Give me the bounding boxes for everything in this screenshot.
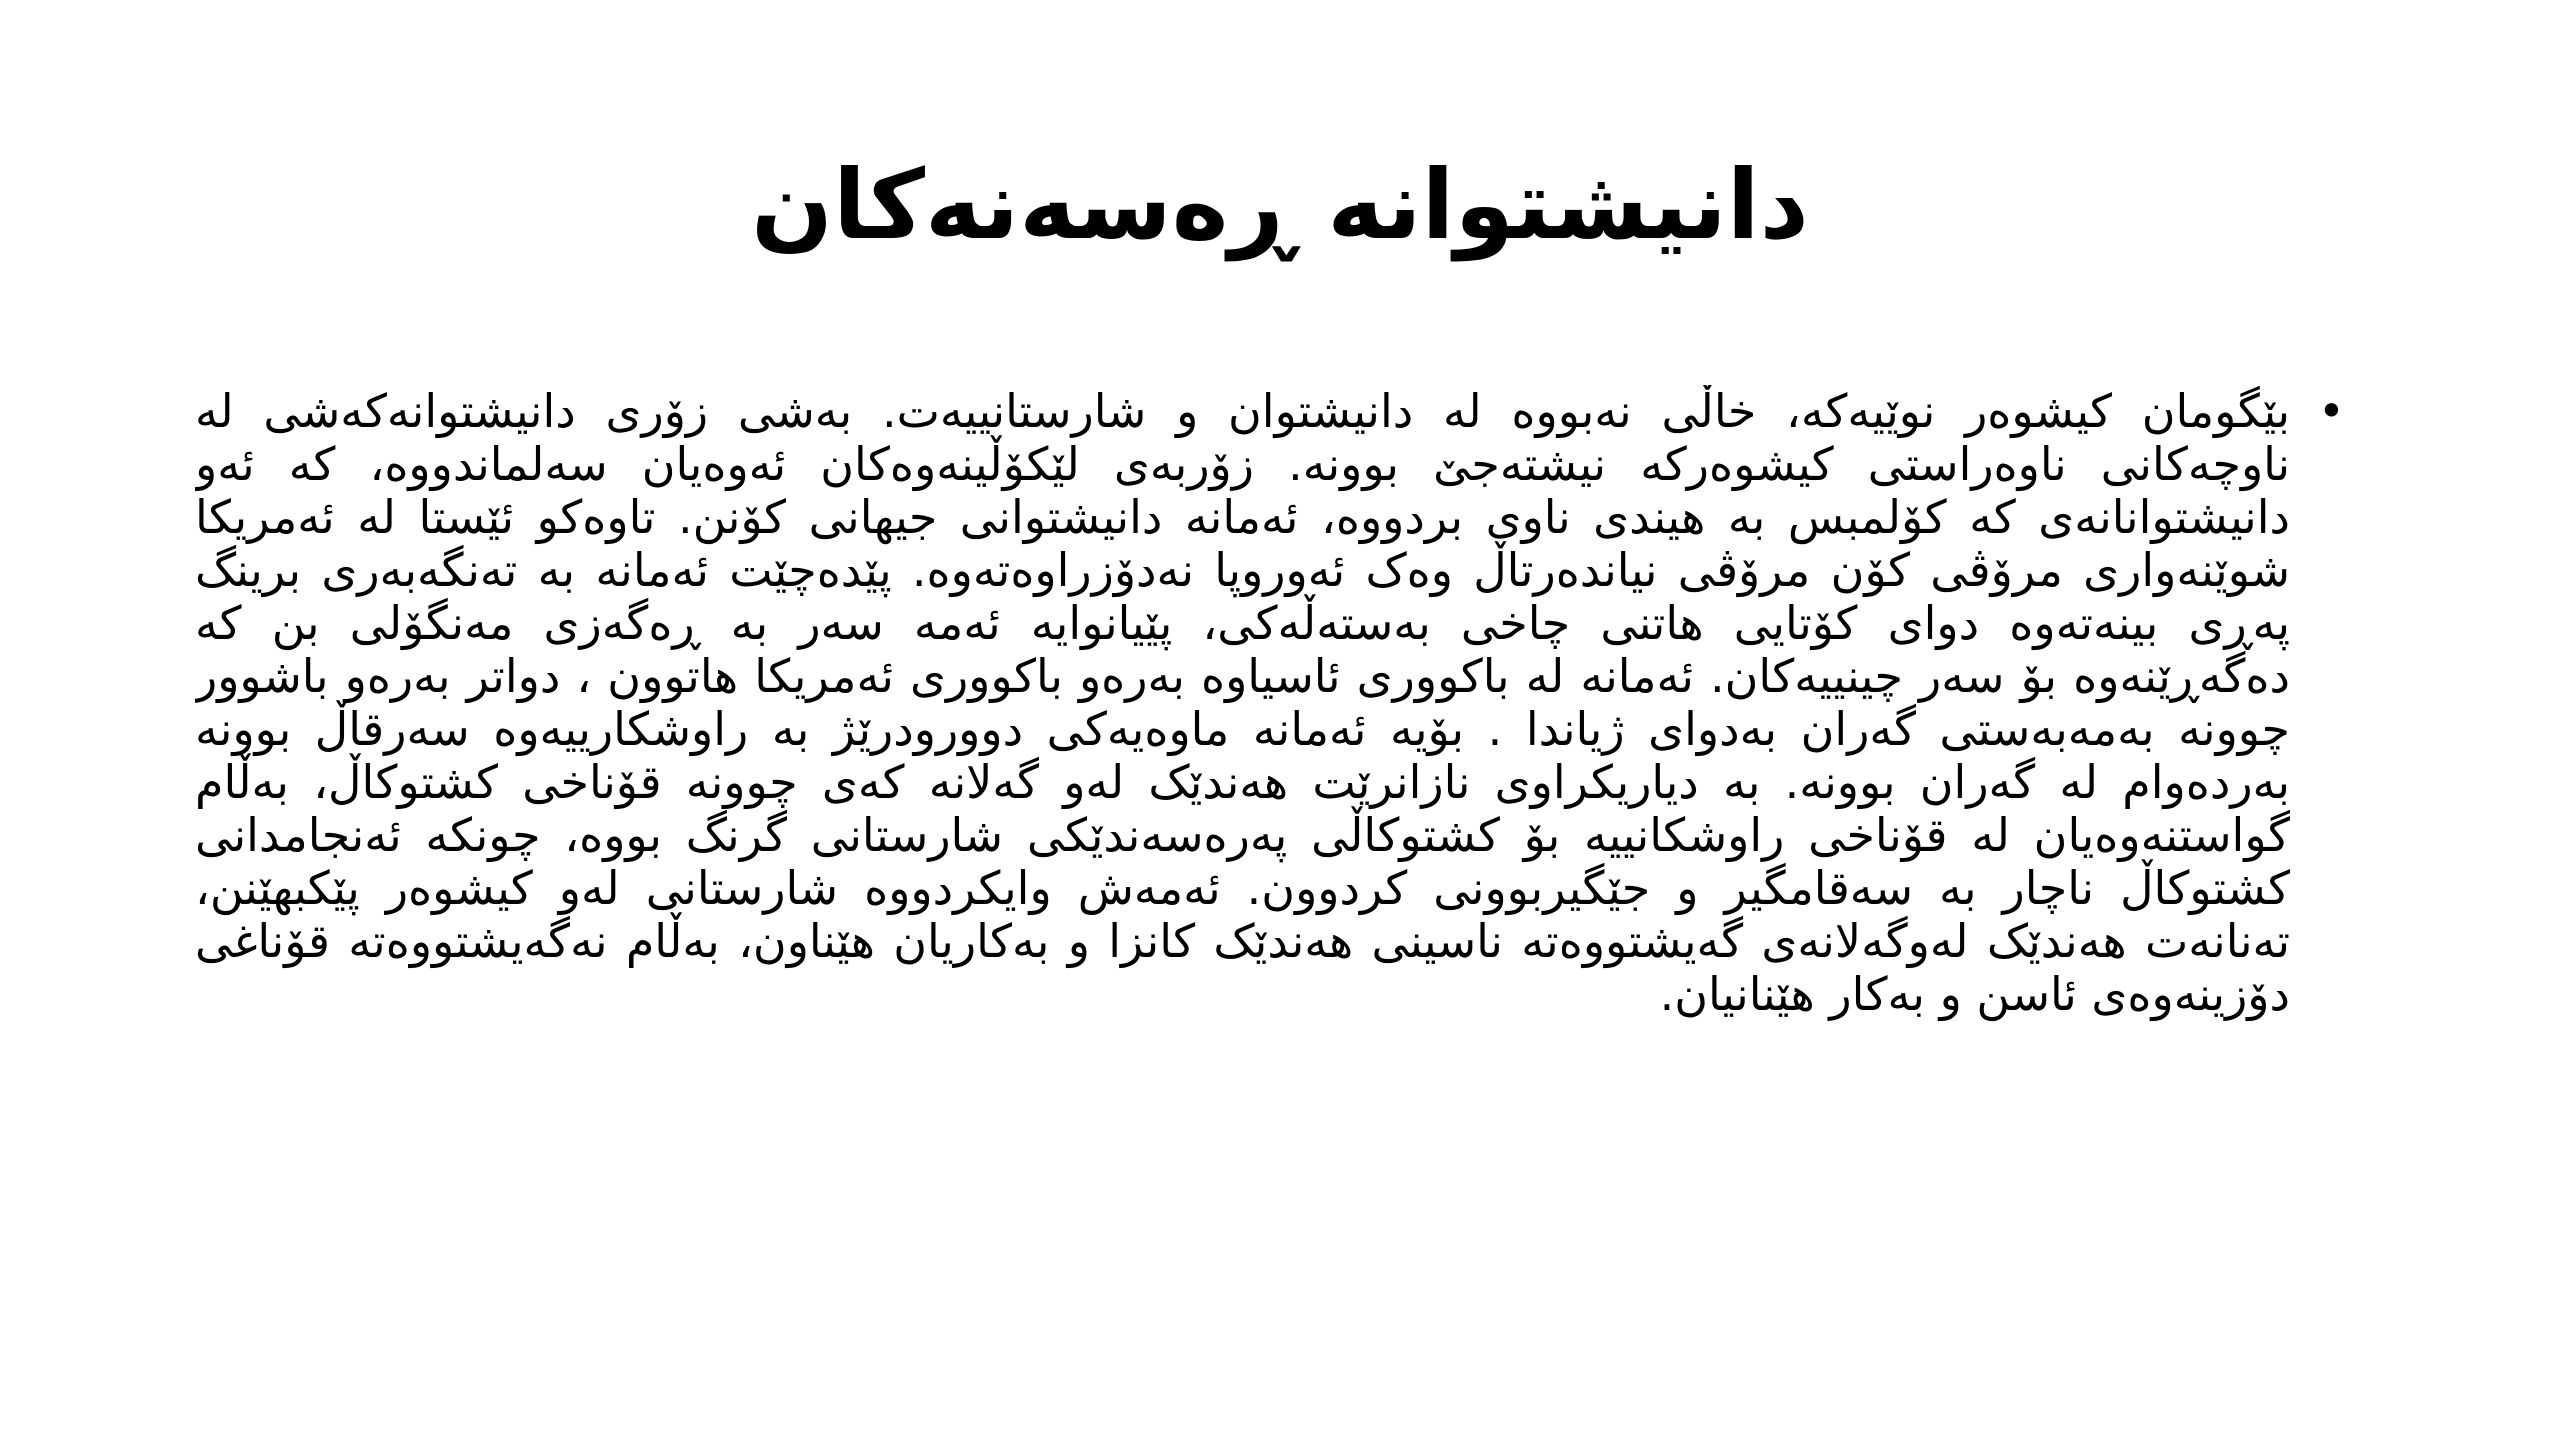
bullet-text: بێگومان کیشوەر نوێیەکە، خاڵی نەبووە لە دانیشتوان و شارستانییەت. بەشی زۆری دانیشتوانەکەشی لە ناوچەکانی ناوەراستی کیشوەرکە نیشتەجێ بوونە. زۆربەی لێکۆڵینەوەکان ئەوەیان سەلماندووە، کە ئەو دانیشتوانانەی کە کۆلمبس بە هیندی ناوی بردووە، ئەمانە دانیشتوانی جیهانی کۆنن. تاوەکو ئێستا لە ئەمریکا شوێنەواری مرۆڤی کۆن مرۆڤی نیاندەرتاڵ وەک ئەوروپا نەدۆزراوەتەوە. پێدەچێت ئەمانە بە تەنگەبەری برینگ پەڕی بینەتەوە دوای کۆتایی هاتنی چاخی بەستەڵەکی، پێیانوایە ئەمە سەر بە ڕەگەزی مەنگۆلی بن کە دەگەڕێنەوە بۆ سەر چینییەکان. ئەمانە لە باکووری ئاسیاوە بەرەو باکووری ئەمریکا هاتوون ، دواتر بەرەو باشوور چوونە بەمەبەستی گەران بەدوای ژیاندا . بۆیە ئەمانە ماوەیەکی دوورودرێژ بە راوشکارییەوە سەرقاڵ بوونە بەردەوام لە گەران بوونە. بە دیاریکراوی نازانرێت هەندێک لەو گەلانە کەی چوونە قۆناخی کشتوکاڵ، بەڵام گواستنەوەیان لە قۆناخی راوشکانییە بۆ کشتوکاڵی پەرەسەندێکی شارستانی گرنگ بووە، چونکە ئەنجامدانی کشتوکاڵ ناچار بە سەقامگیر و جێگیربوونی کردوون. ئەمەش وایکردووە شارستانی لەو کیشوەر پێکبهێنن، تەنانەت هەندێک لەوگەلانەی گەیشتووەتە ناسینی هەندێک کانزا و بەکاریان هێناون، بەڵام نەگەیشتووەتە قۆناغی دۆزینەوەی ئاسن و بەکار هێنانیان. — [195, 385, 2290, 1021]
bullet-item — [195, 385, 2345, 1021]
slide-body — [195, 385, 2345, 1305]
slide-title: دانیشتوانە ڕەسەنەکان — [751, 149, 1809, 261]
bullet-marker: • — [2317, 385, 2345, 438]
